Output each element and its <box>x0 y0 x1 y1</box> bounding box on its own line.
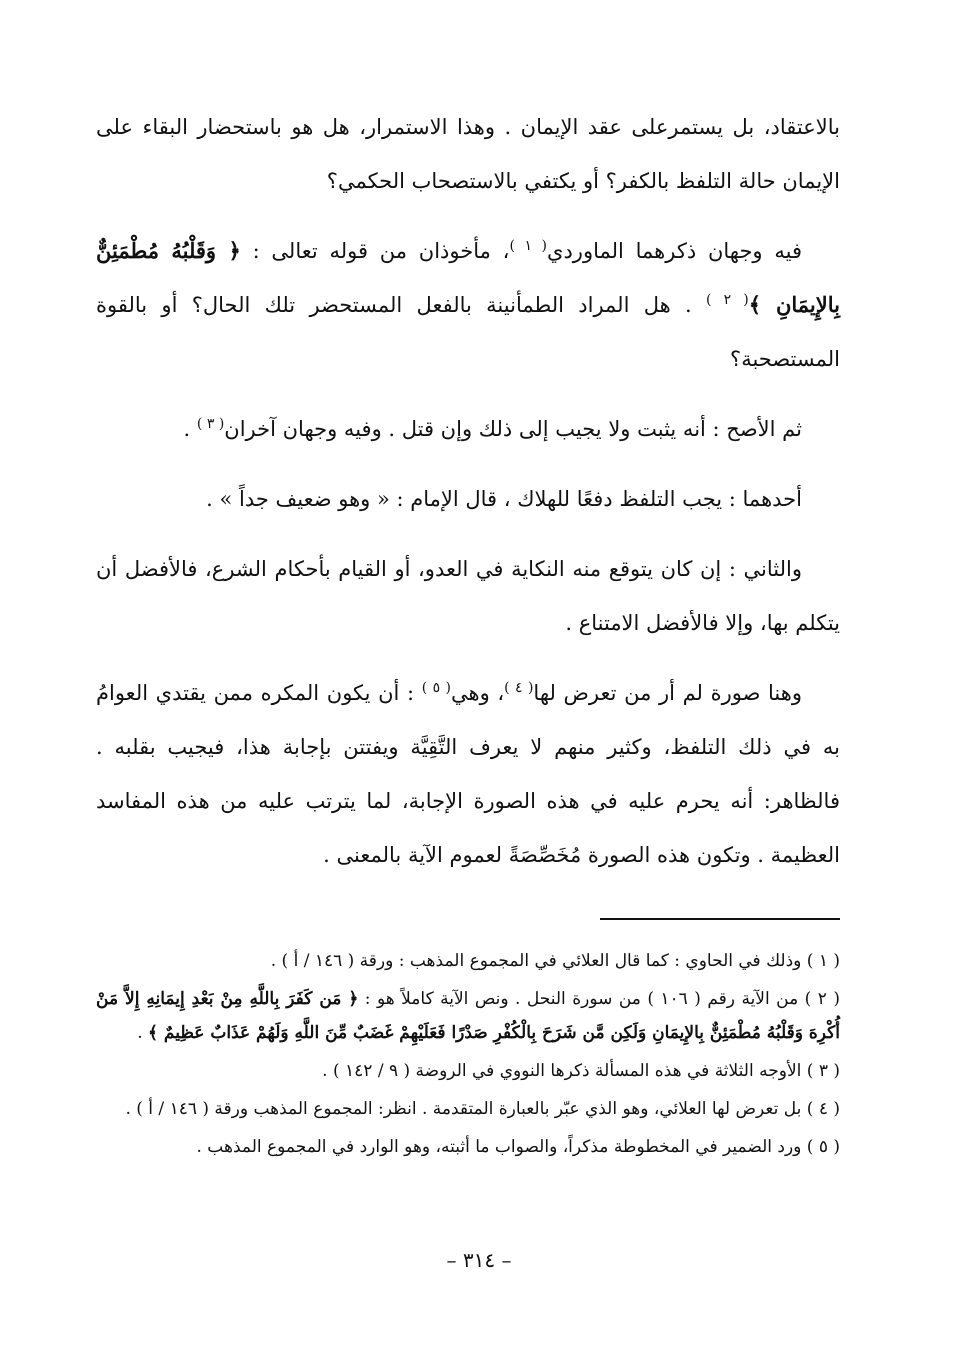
paragraph-4: أحدهما : يجب التلفظ دفعًا للهلاك ، قال الإمام : « وهو ضعيف جداً » . <box>206 487 802 511</box>
paragraph-3-text-a: ثم الأصح : أنه يثبت ولا يجيب إلى ذلك وإن قتل . وفيه وجهان آخران <box>224 417 802 441</box>
paragraph-3 <box>96 402 840 456</box>
paragraph-6 <box>96 666 840 882</box>
footnote-ref-1: ( ١ ) <box>509 238 548 254</box>
paragraph-2-text-b: ، مأخوذان من قوله تعالى : <box>252 239 510 263</box>
paragraph-1: بالاعتقاد، بل يستمرعلى عقد الإيمان . وهذا الاستمرار، هل هو باستحضار البقاء على الإيمان حالة التلفظ بالكفر؟ أو يكتفي بالاستصحاب الحكمي؟ <box>96 115 840 193</box>
footnote-ref-2: ( ٢ ) <box>706 292 749 308</box>
footnote-2-verse: ﴿ مَن كَفَرَ بِاللَّهِ مِنْ بَعْدِ إِيمَانِهِ إِلاَّ مَنْ أُكْرِهَ وَقَلْبُهُ مُطْمَئِنٌّ بِالإِيمَانِ وَلَكِن مَّن شَرَحَ بِالْكُفْرِ صَدْرًا فَعَلَيْهِمْ غَضَبٌ مِّنَ اللَّهِ وَلَهُمْ عَذَابٌ عَظِيمٌ ﴾ <box>96 989 840 1043</box>
footnote-1: ( ١ ) وذلك في الحاوي : كما قال العلائي في المجموع المذهب : ورقة ( ١٤٦ / أ ) . <box>270 951 840 971</box>
footnote-4: ( ٤ ) بل تعرض لها العلائي، وهو الذي عبّر بالعبارة المتقدمة . انظر: المجموع المذهب ورقة ( ١٤٦ / أ ) . <box>125 1099 840 1119</box>
main-text <box>96 100 840 882</box>
footnote-divider <box>600 918 840 920</box>
paragraph-6-text-c: : أن يكون المكره ممن يقتدي العوامُ به في ذلك التلفظ، وكثير منهم لا يعرف التَّقِيَّة ويفتتن بإجابة هذا، فيجيب بقلبه . فالظاهر: أنه يحرم عليه في هذه الصورة الإجابة، لما يترتب عليه من هذه المفاسد العظيمة . وتكون هذه الصورة مُخَصِّصَةً لعموم الآية بالمعنى . <box>96 681 840 867</box>
paragraph-2-text-c: . هل المراد الطمأنينة بالفعل المستحضر تلك الحال؟ أو بالقوة المستصحبة؟ <box>96 293 840 371</box>
quran-verse: ﴿ وَقَلْبُهُ مُطْمَئِنٌّ بِالإِيمَانِ ﴾ <box>96 238 840 317</box>
paragraph-6-text-a: وهنا صورة لم أر من تعرض لها <box>533 681 802 705</box>
footnote-2 <box>96 982 840 1050</box>
footnote-5: ( ٥ ) ورد الضمير في المخطوطة مذكراً، والصواب ما أثبته، وهو الوارد في المجموع المذهب . <box>196 1137 840 1157</box>
paragraph-5: والثاني : إن كان يتوقع منه النكاية في العدو، أو القيام بأحكام الشرع، فالأفضل أن يتكلم بها، وإلا فالأفضل الامتناع . <box>96 557 840 635</box>
footnotes <box>96 944 840 1164</box>
footnote-ref-3: ( ٣ ) <box>196 416 225 432</box>
footnote-2-text-b: . <box>137 1023 143 1043</box>
paragraph-3-text-b: . <box>183 417 191 441</box>
page-body <box>96 100 840 1168</box>
footnote-ref-5: ( ٥ ) <box>421 680 451 696</box>
paragraph-2-text-a: فيه وجهان ذكرهما الماوردي <box>547 239 802 263</box>
footnote-2-text-a: ( ٢ ) من الآية رقم ( ١٠٦ ) من سورة النحل . ونص الآية كاملاً هو : <box>364 989 840 1009</box>
paragraph-2 <box>96 224 840 386</box>
footnote-3: ( ٣ ) الأوجه الثلاثة في هذه المسألة ذكرها النووي في الروضة ( ٩ / ١٤٢ ) . <box>322 1061 840 1081</box>
footnote-ref-4: ( ٤ ) <box>504 680 534 696</box>
page-number: – ٣١٤ – <box>446 1248 512 1272</box>
paragraph-6-text-b: ، وهي <box>451 681 505 705</box>
